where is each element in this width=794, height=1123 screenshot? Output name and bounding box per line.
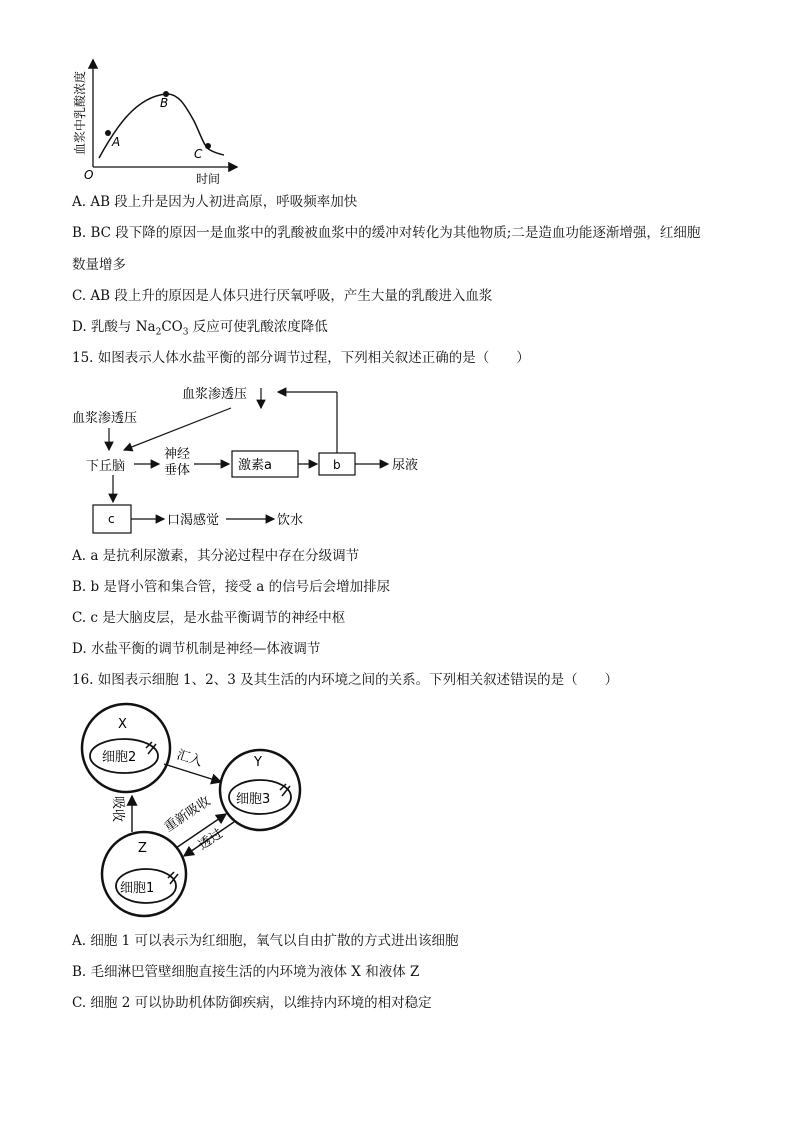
flow-in-label: 汇入 — [174, 747, 205, 770]
thirst-label: 口渴感觉 — [167, 513, 220, 528]
q15-option-a: A. a 是抗利尿激素，其分泌过程中存在分级调节 — [72, 548, 360, 564]
internal-environment-diagram — [76, 698, 316, 920]
cell2-label: 细胞2 — [102, 750, 137, 765]
x-axis-label: 时间 — [196, 172, 221, 185]
cell1-label: 细胞1 — [120, 881, 155, 896]
water-salt-diagram — [66, 378, 426, 538]
q16-stem: 16. 如图表示细胞 1、2、3 及其生活的内环境之间的关系。下列相关叙述错误的是（ ） — [72, 672, 619, 688]
q16-option-b: B. 毛细淋巴管壁细胞直接生活的内环境为液体 X 和液体 Z — [72, 964, 420, 980]
c-label: c — [108, 512, 115, 526]
absorb-label: 吸收 — [110, 796, 125, 823]
q15-option-b: B. b 是肾小管和集合管，接受 a 的信号后会增加排尿 — [72, 579, 391, 595]
q14-option-b-cont: 数量增多 — [72, 257, 126, 273]
lactate-graph — [64, 55, 244, 185]
q14-option-d: D. 乳酸与 $Na_2CO_3$ 反应可使乳酸浓度降低 — [72, 319, 328, 338]
q14-option-a: A. AB 段上升是因为人初进高原，呼吸频率加快 — [72, 194, 358, 210]
point-c — [205, 143, 211, 149]
pituitary-label-2: 垂体 — [164, 463, 191, 478]
q16-option-c: C. 细胞 2 可以协助机体防御疾病，以维持内环境的相对稳定 — [72, 995, 432, 1011]
label-b: B — [160, 96, 169, 110]
y-label: Y — [254, 755, 262, 770]
origin-label: O — [84, 168, 94, 182]
hypothalamus-label: 下丘脑 — [86, 459, 126, 474]
x-label: X — [118, 717, 127, 732]
y-axis-label: 血浆中乳酸浓度 — [73, 70, 87, 155]
z-label: Z — [138, 841, 147, 856]
reabsorb-label: 重新吸收 — [161, 793, 214, 836]
q15-stem: 15. 如图表示人体水盐平衡的部分调节过程，下列相关叙述正确的是（ ） — [72, 350, 530, 366]
point-a — [105, 130, 111, 136]
top-plasma-pressure: 血浆渗透压 — [182, 387, 248, 402]
pass-label: 透过 — [195, 826, 226, 854]
pituitary-label-1: 神经 — [164, 447, 191, 462]
q16-option-a: A. 细胞 1 可以表示为红细胞，氧气以自由扩散的方式进出该细胞 — [72, 933, 459, 949]
b-label: b — [333, 458, 341, 472]
label-a: A — [112, 135, 121, 149]
left-plasma-pressure: 血浆渗透压 — [72, 411, 138, 426]
label-c: C — [194, 147, 203, 161]
hormone-a-label: 激素a — [238, 458, 272, 473]
q15-option-d: D. 水盐平衡的调节机制是神经—体液调节 — [72, 641, 321, 657]
q15-option-c: C. c 是大脑皮层，是水盐平衡调节的神经中枢 — [72, 610, 346, 626]
cell3-label: 细胞3 — [236, 792, 271, 807]
drink-label: 饮水 — [277, 513, 304, 528]
q14-option-c: C. AB 段上升的原因是人体只进行厌氧呼吸，产生大量的乳酸进入血浆 — [72, 288, 493, 304]
q14-option-b: B. BC 段下降的原因一是血浆中的乳酸被血浆中的缓冲对转化为其他物质;二是造血功能逐渐增强，红细胞 — [72, 225, 701, 241]
urine-label: 尿液 — [392, 458, 419, 473]
